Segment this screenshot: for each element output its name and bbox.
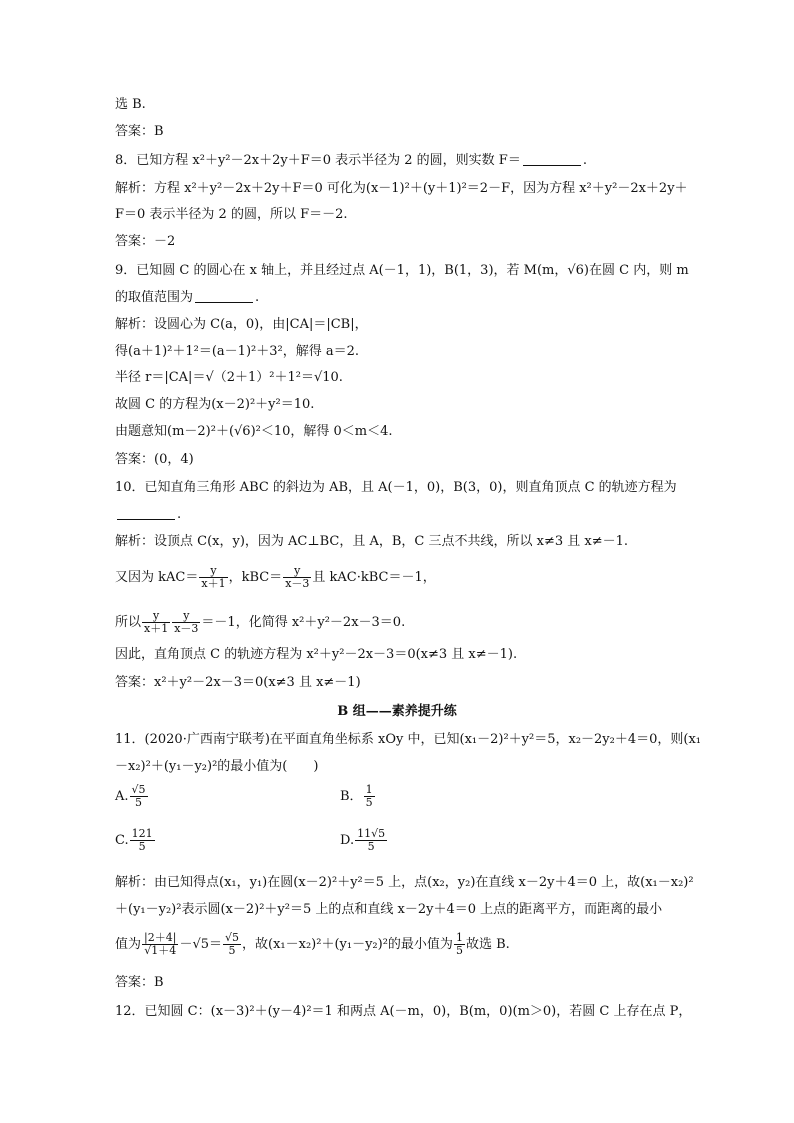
text-segment: 所以	[115, 615, 142, 630]
solution-line: ＋(y₁－y₂)²表示圆(x－2)²＋y²＝5 上的点和直线 x－2y＋4＝0 上点的距离平方，而距离的最小	[115, 902, 663, 917]
denominator: x＋1	[201, 577, 226, 590]
numerator: |2＋4|	[144, 931, 177, 944]
solution-line	[115, 932, 510, 957]
question-11-cont: －x₂)²＋(y₁－y₂)²的最小值为( )	[115, 759, 319, 774]
solution-line	[115, 610, 405, 635]
fraction	[223, 932, 241, 957]
option-label: C.	[115, 833, 129, 848]
text-segment: ，故(x₁－x₂)²＋(y₁－y₂)²的最小值为	[242, 937, 453, 952]
denominator: 5	[135, 796, 143, 809]
answer-blank	[195, 290, 253, 303]
option-d	[340, 828, 388, 853]
text-segment: 故选 B.	[465, 937, 510, 952]
numerator: 121	[131, 827, 153, 840]
text-segment: 值为	[115, 937, 142, 952]
solution-line: 由题意知(m－2)²＋(√6)²＜10，解得 0＜m＜4.	[115, 424, 393, 439]
solution-line: 解析：由已知得点(x₁，y₁)在圆(x－2)²＋y²＝5 上，点(x₂，y₂)在直线 x－2y＋4＝0 上，故(x₁－x₂)²	[115, 875, 694, 890]
q9-text: 的取值范围为	[115, 290, 194, 305]
option-b	[340, 784, 376, 809]
answer-line: 答案：－2	[115, 234, 176, 249]
text-line: 选 B.	[115, 97, 146, 112]
numerator: y	[283, 565, 311, 578]
option-label: A.	[115, 789, 129, 804]
option-label: B．	[340, 789, 363, 804]
solution-line: F＝0 表示半径为 2 的圆，所以 F＝－2.	[115, 207, 348, 222]
numerator: √5	[131, 783, 146, 796]
fraction	[142, 932, 178, 957]
answer-line: 答案：x²＋y²－2x－3＝0(x≠3 且 x≠－1)	[115, 675, 361, 690]
text-segment: 又因为 kAC＝	[115, 570, 199, 585]
answer-line: 答案：B	[115, 124, 164, 139]
option-label: D.	[340, 833, 355, 848]
denominator: x－3	[285, 577, 310, 590]
numerator: y	[199, 565, 227, 578]
q9-end: .	[255, 290, 260, 305]
fraction	[130, 828, 155, 853]
question-9: 9．已知圆 C 的圆心在 x 轴上，并且经过点 A(－1，1)，B(1，3)，若 M(m，√6)在圆 C 内，则 m	[115, 263, 689, 278]
q10-end: .	[177, 507, 182, 522]
denominator: 5	[138, 840, 146, 853]
fraction	[142, 610, 170, 635]
text-segment: ＝－1，化简得 x²＋y²－2x－3＝0.	[201, 615, 406, 630]
fraction	[355, 828, 387, 853]
solution-line: 解析：设圆心为 C(a，0)，由|CA|＝|CB|，	[115, 317, 368, 332]
fraction	[454, 932, 465, 957]
text-segment: －√5＝	[179, 937, 222, 952]
q8-end: .	[582, 153, 587, 168]
denominator: 5	[365, 796, 373, 809]
option-c	[115, 828, 156, 853]
solution-line: 解析：方程 x²＋y²－2x＋2y＋F＝0 可化为(x－1)²＋(y＋1)²＝2－F，因为方程 x²＋y²－2x＋2y＋	[115, 181, 688, 196]
denominator: 5	[455, 944, 463, 957]
denominator: x－3	[174, 622, 199, 635]
question-10-cont	[115, 506, 181, 524]
numerator: 11√5	[357, 827, 386, 840]
numerator: √5	[225, 931, 240, 944]
question-11: 11．(2020·广西南宁联考)在平面直角坐标系 xOy 中，已知(x₁－2)²＋y²＝5，x₂－2y₂＋4＝0，则(x₁	[115, 732, 702, 747]
question-10: 10．已知直角三角形 ABC 的斜边为 AB，且 A(－1，0)，B(3，0)，则直角顶点 C 的轨迹方程为	[115, 480, 677, 495]
section-heading: B 组——素养提升练	[337, 704, 457, 719]
option-a	[115, 784, 149, 809]
fraction	[364, 784, 375, 809]
solution-line: 因此，直角顶点 C 的轨迹方程为 x²＋y²－2x－3＝0(x≠3 且 x≠－1).	[115, 647, 518, 662]
denominator: x＋1	[144, 622, 169, 635]
solution-line: 得(a＋1)²＋1²＝(a－1)²＋3²，解得 a＝2.	[115, 344, 360, 359]
text-segment: 且 kAC·kBC＝－1，	[312, 570, 436, 585]
solution-line: 解析：设顶点 C(x，y)，因为 AC⊥BC，且 A，B，C 三点不共线，所以 x≠3 且 x≠－1.	[115, 534, 629, 549]
denominator: 5	[228, 944, 236, 957]
answer-blank	[117, 507, 175, 520]
solution-line	[115, 565, 436, 590]
question-8	[115, 152, 587, 170]
answer-blank	[523, 153, 581, 166]
question-9-cont	[115, 289, 259, 307]
numerator: 1	[365, 783, 373, 796]
answer-line: 答案：(0，4)	[115, 452, 194, 467]
fraction	[172, 610, 200, 635]
numerator: y	[172, 610, 200, 623]
q8-text: 8．已知方程 x²＋y²－2x＋2y＋F＝0 表示半径为 2 的圆，则实数 F＝	[115, 153, 521, 168]
numerator: y	[142, 610, 170, 623]
denominator: √1＋4	[144, 944, 177, 957]
solution-line: 故圆 C 的方程为(x－2)²＋y²＝10.	[115, 397, 315, 412]
denominator: 5	[367, 840, 375, 853]
numerator: 1	[455, 931, 463, 944]
fraction	[130, 784, 148, 809]
text-segment: ，kBC＝	[228, 570, 283, 585]
fraction	[199, 565, 227, 590]
answer-line: 答案：B	[115, 975, 164, 990]
fraction	[283, 565, 311, 590]
question-12: 12．已知圆 C：(x－3)²＋(y－4)²＝1 和两点 A(－m，0)，B(m，0)(m＞0)，若圆 C 上存在点 P，	[115, 1004, 692, 1019]
solution-line: 半径 r＝|CA|＝√（2＋1）²＋1²＝√10.	[115, 370, 343, 385]
